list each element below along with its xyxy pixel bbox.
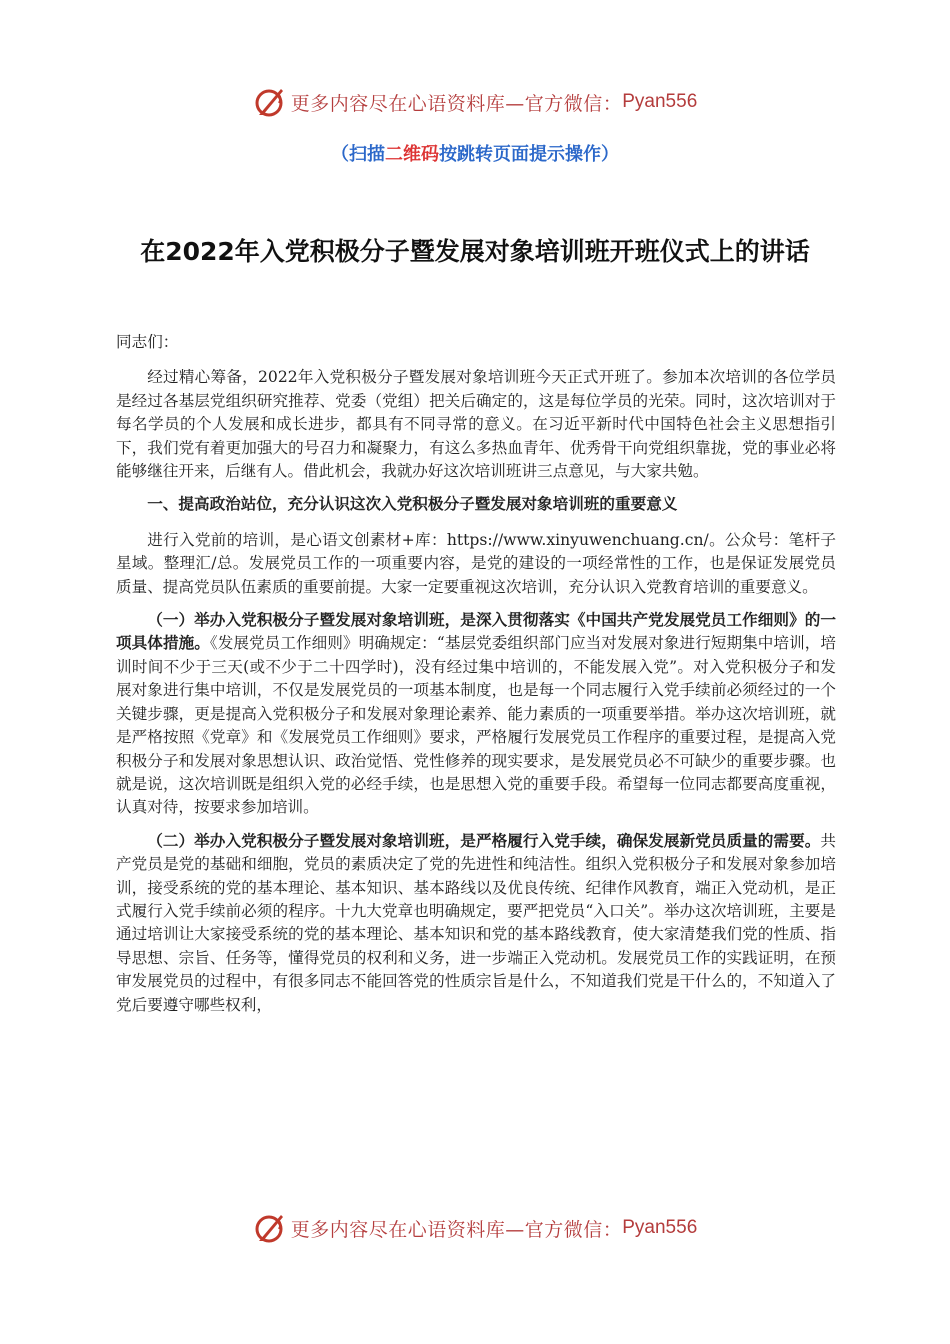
banner-text: 更多内容尽在心语资料库—官方微信：: [290, 92, 623, 115]
banner-wechat-id: Pyan556: [622, 91, 698, 112]
point-1-lead: （一）举办入党积极分子暨发展对象培训班，是深入贯彻落实《中国共产党发展党员工作细则》的一项具体措施。: [116, 611, 836, 653]
scan-instruction: [0, 140, 950, 166]
footer-banner: [0, 1208, 950, 1248]
paragraph-training: 进行入党前的培训，是心语文创素材+库：https://www.xinyuwenchuang.cn/。公众号：笔杆子星域。整理汇/总。发展党员工作的一项重要内容，是党的建设的一项经常性的工作，也是保证发展党员质量、提高党员队伍素质的重要前提。大家一定要重视这次培训，充分认识入党教育培训的重要意义。: [116, 530, 836, 596]
scan-qr-highlight: 二维码: [385, 144, 439, 165]
paragraph-intro: 经过精心筹备，2022年入党积极分子暨发展对象培训班今天正式开班了。参加本次培训的各位学员是经过各基层党组织研究推荐、党委（党组）把关后确定的，这是每位学员的光荣。同时，这次培训对于每名学员的个人发展和成长进步，都具有不同寻常的意义。在习近平新时代中国特色社会主义思想指引下，我们党有着更加强大的号召力和凝聚力，有这么多热血青年、优秀骨干向党组织靠拢，党的事业必将能够继往开来，后继有人。借此机会，我就办好这次培训班讲三点意见，与大家共勉。: [116, 368, 836, 481]
point-1-body: 《发展党员工作细则》明确规定：“基层党委组织部门应当对发展对象进行短期集中培训，培训时间不少于三天(或不少于二十四学时)，没有经过集中培训的，不能发展入党”。对入党积极分子和发展对象进行集中培训，不仅是发展党员的一项基本制度，也是每一个同志履行入党手续前必须经过的一个关键步骤，更是提高入党积极分子和发展对象理论素养、能力素质的一项重要举措。举办这次培训班，就是严格按照《党章》和《发展党员工作细则》要求，严格履行发展党员工作程序的重要过程，是提高入党积极分子和发展对象思想认识、政治觉悟、党性修养的现实要求，是发展党员必不可缺少的重要步骤。也就是说，这次培训既是组织入党的必经手续，也是思想入党的重要手段。希望每一位同志都要高度重视，认真对待，按要求参加培训。: [116, 634, 836, 817]
point-2-lead: （二）举办入党积极分子暨发展对象培训班，是严格履行入党手续，确保发展新党员质量的需要。: [147, 831, 821, 850]
document-title: 在2022年入党积极分子暨发展对象培训班开班仪式上的讲话: [140, 237, 810, 266]
scan-suffix: 按跳转页面提示操作）: [439, 144, 619, 165]
quill-logo-icon: [253, 85, 287, 119]
greeting: 同志们：: [116, 333, 179, 351]
header-banner: [0, 82, 950, 122]
footer-wechat-id: Pyan556: [622, 1217, 698, 1238]
section-heading-1: 一、提高政治站位，充分认识这次入党积极分子暨发展对象培训班的重要意义: [147, 495, 678, 514]
quill-logo-icon: [253, 1211, 287, 1245]
footer-banner-text: 更多内容尽在心语资料库—官方微信：: [290, 1218, 623, 1241]
document-body: [116, 331, 836, 1027]
point-2-body: 共产党员是党的基础和细胞，党员的素质决定了党的先进性和纯洁性。组织入党积极分子和发展对象参加培训，接受系统的党的基本理论、基本知识、基本路线以及优良传统、纪律作风教育，端正入党动机，是正式履行入党手续前必须的程序。十九大党章也明确规定，要严把党员“入口关”。举办这次培训班，主要是通过培训让大家接受系统的党的基本理论、基本知识和党的基本路线教育，使大家清楚我们党的性质、指导思想、宗旨、任务等，懂得党员的权利和义务，进一步端正入党动机。发展党员工作的实践证明，在预审发展党员的过程中，有很多同志不能回答党的性质宗旨是什么，不知道我们党是干什么的，不知道入了党后要遵守哪些权利，: [116, 831, 836, 1014]
paragraph-point-1: [116, 609, 836, 820]
scan-prefix: （扫描: [331, 144, 385, 165]
paragraph-point-2: [116, 830, 836, 1017]
